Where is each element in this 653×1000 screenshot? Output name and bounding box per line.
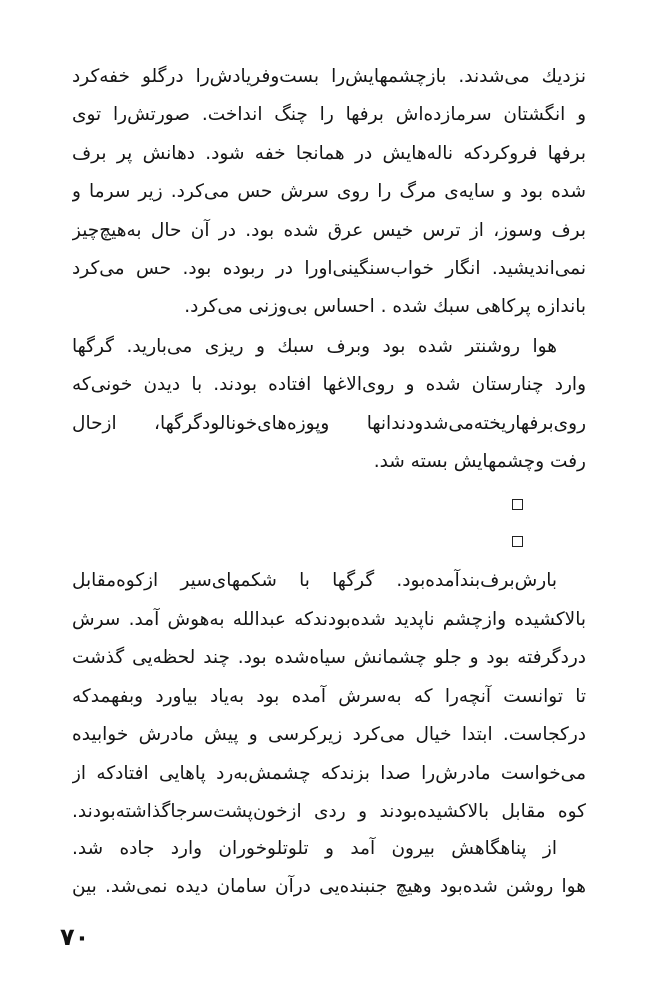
text-line: دردگرفته بود و جلو چشمانش سیاه‌شده بود. چند لحظه‌یی گذشت [72,647,586,668]
text-line: نمی‌اندیشید. انگار خواب‌سنگینی‌اورا در ربوده بود. حس می‌کرد [72,258,586,279]
text-line: و انگشتان سرمازده‌اش برفها را چنگ انداخت. صورتش‌را توی [72,104,586,125]
text-line: شده بود و سایه‌ی مرگ را روی سرش حس می‌کرد. زیر سرما و [72,181,586,202]
text-line: تا توانست آنچه‌را که به‌سرش آمده بود به‌یاد بیاورد وبفهمدکه [72,686,586,707]
text-line: بالاکشیده وازچشم ناپدید شده‌بودندکه عبدالله به‌هوش آمد. سرش [72,609,586,630]
text-line: می‌خواست مادرش‌را صدا بزندکه چشمش‌به‌رد پاهایی افتادکه از [72,763,586,784]
text-line: از پناهگاهش بیرون آمد و تلوتلوخوران وارد جاده شد. [72,838,557,859]
text-line: باندازه پرکاهی سبك شده . احساس بی‌وزنی می‌کرد. [184,296,586,317]
text-line: برف وسوز، از ترس خیس عرق شده بود. در آن حال به‌هیچ‌چیز [72,220,586,241]
text-line: هوا روشن شده‌بود وهیچ جنبنده‌یی درآن سامان دیده نمی‌شد. بین [72,876,586,897]
text-line: درکجاست. ابتدا خیال می‌کرد زیرکرسی و پیش مادرش خوابیده [72,724,586,745]
placeholder-box-icon [512,499,523,510]
text-line: وارد چنارستان شده و روی‌الاغها افتاده بودند. با دیدن خونی‌که [72,374,586,395]
page-number: ۷۰ [60,923,90,951]
text-line: روی‌برفهاریخته‌می‌شدودندانها وپوزه‌های‌خونالودگرگها، ازحال [72,413,586,434]
text-line: رفت وچشمهایش بسته شد. [373,451,586,472]
text-line: بارش‌برف‌بندآمده‌بود. گرگها با شکمهای‌سیر ازکوه‌مقابل [72,570,557,591]
text-line: نزدیك می‌شدند. بازچشمهایش‌را بست‌وفریادش‌را درگلو خفه‌کرد [72,66,586,87]
placeholder-box-icon [512,536,523,547]
text-line: برفها فروکردکه ناله‌هایش در همانجا خفه شود. دهانش پر برف [72,143,586,164]
text-line: کوه مقابل بالاکشیده‌بودند و ردی ازخون‌پشت‌سرجاگذاشته‌بودند. [72,801,586,822]
text-line: هوا روشنتر شده بود وبرف سبك و ریزی می‌بارید. گرگها [72,336,557,357]
